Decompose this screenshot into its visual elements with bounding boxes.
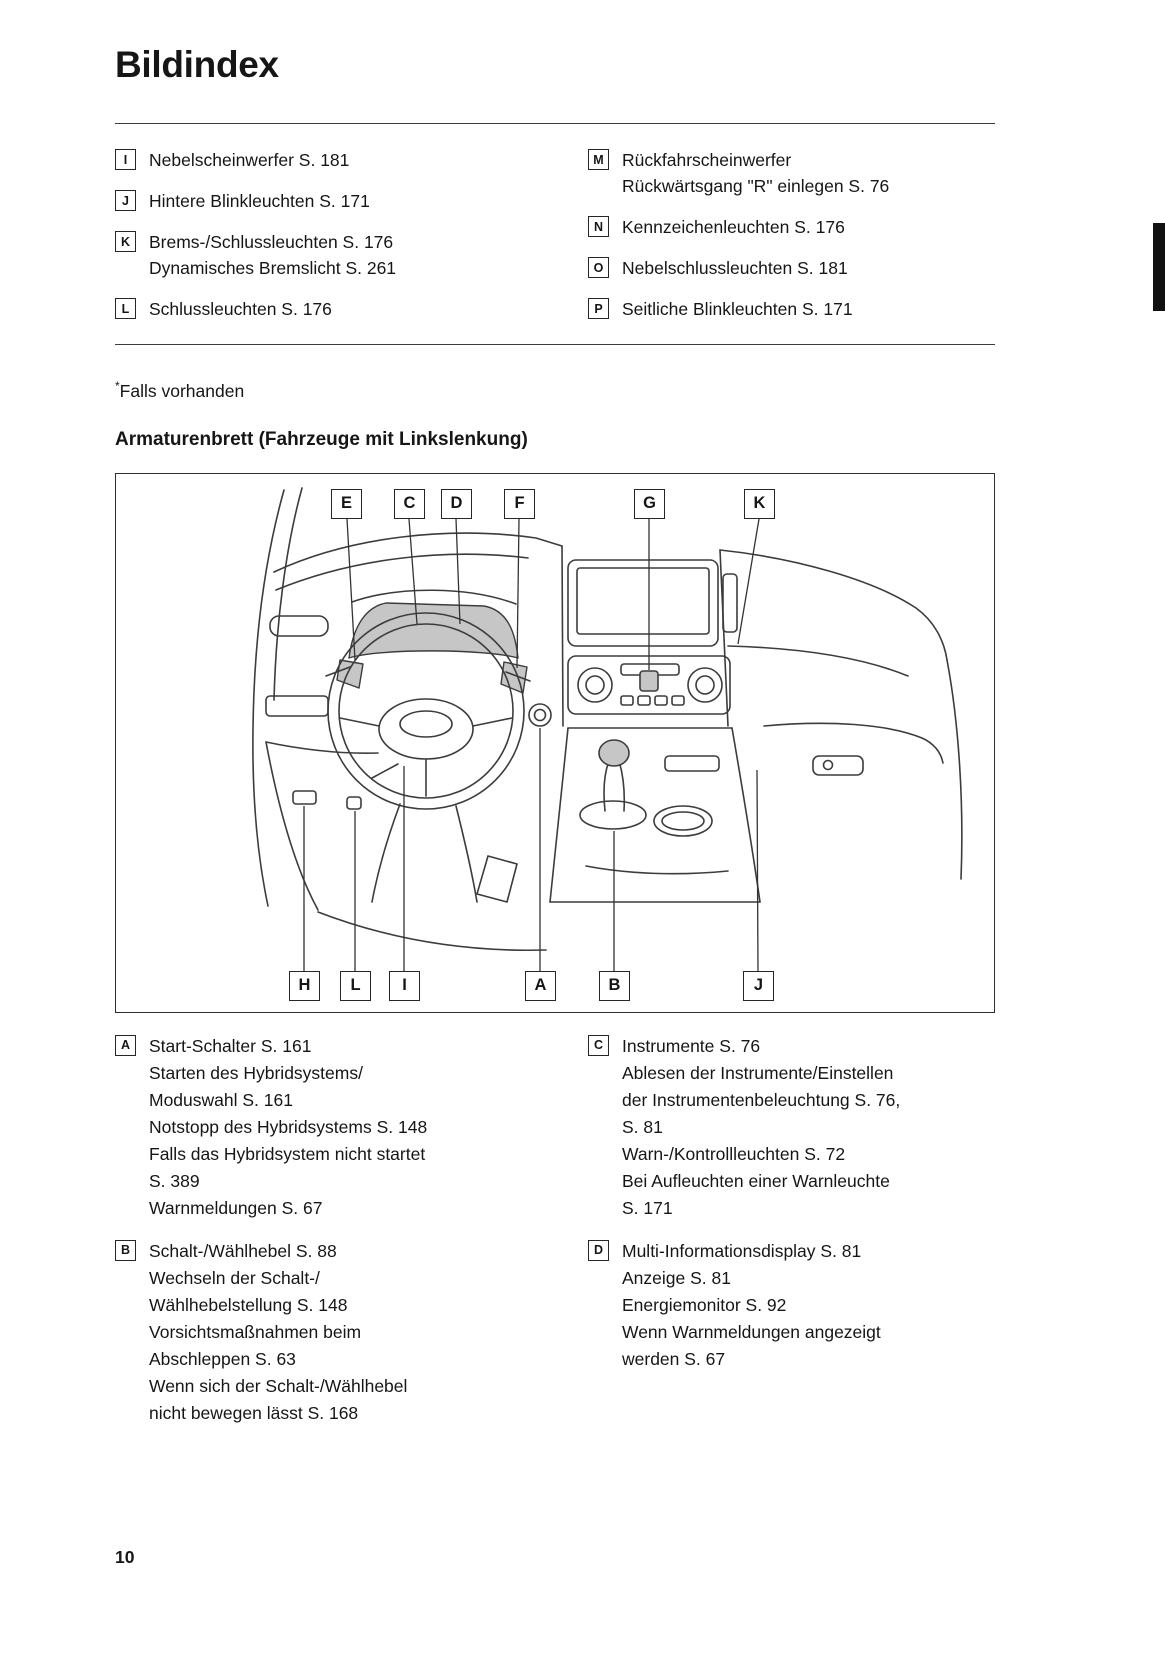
footnote-marker: *	[115, 379, 120, 393]
callout-key-b: B	[115, 1240, 136, 1261]
page-number: 10	[115, 1547, 135, 1567]
index-item-o	[588, 255, 995, 281]
index-line: Wenn sich der Schalt-/Wählhebel	[149, 1375, 408, 1396]
index-line: Schlussleuchten S. 176	[149, 299, 332, 319]
index-line: Ablesen der Instrumente/Einstellen	[622, 1062, 894, 1083]
top-index	[115, 124, 995, 344]
index-line: Dynamisches Bremslicht S. 261	[149, 258, 397, 278]
index-line: Multi-Informationsdisplay S. 81	[622, 1240, 862, 1261]
index-line: S. 171	[622, 1197, 673, 1218]
callout-key-c: C	[588, 1035, 609, 1056]
index-item-m	[588, 147, 995, 199]
callout-lines	[304, 519, 759, 972]
section-heading: Armaturenbrett (Fahrzeuge mit Linkslenkung)	[115, 428, 528, 450]
figure-callout-e: E	[331, 489, 362, 519]
index-line: Instrumente S. 76	[622, 1035, 761, 1056]
callout-key-p: P	[588, 298, 609, 319]
index-line: Warnmeldungen S. 67	[149, 1197, 323, 1218]
index-line: S. 81	[622, 1116, 663, 1137]
page-title: Bildindex	[115, 44, 279, 85]
index-line: Wechseln der Schalt-/	[149, 1267, 320, 1288]
index-line: werden S. 67	[622, 1348, 726, 1369]
index-line: nicht bewegen lässt S. 168	[149, 1402, 359, 1423]
index-item-j	[115, 188, 588, 214]
top-index-left-column	[115, 147, 588, 322]
index-item-n	[588, 214, 995, 240]
index-line: Energiemonitor S. 92	[622, 1294, 787, 1315]
index-line: Anzeige S. 81	[622, 1267, 731, 1288]
index-item-k	[115, 229, 588, 281]
index-line: Moduswahl S. 161	[149, 1089, 293, 1110]
figure-callout-i: I	[389, 971, 420, 1001]
callout-key-i: I	[115, 149, 136, 170]
manual-page-content	[115, 0, 995, 1427]
top-index-right-column	[588, 147, 995, 322]
index-line: Rückwärtsgang "R" einlegen S. 76	[622, 176, 890, 196]
bottom-index-left-column	[115, 1033, 588, 1427]
index-item-i	[115, 147, 588, 173]
callout-key-a: A	[115, 1035, 136, 1056]
index-item-p	[588, 296, 995, 322]
callout-key-j: J	[115, 190, 136, 211]
footnote-text: Falls vorhanden	[119, 380, 245, 401]
index-line: Start-Schalter S. 161	[149, 1035, 312, 1056]
index-line: S. 389	[149, 1170, 200, 1191]
figure-callout-a: A	[525, 971, 556, 1001]
index-line: Wählhebelstellung S. 148	[149, 1294, 348, 1315]
figure-callout-h: H	[289, 971, 320, 1001]
index-line: Seitliche Blinkleuchten S. 171	[622, 299, 853, 319]
dashboard-figure	[115, 473, 995, 1013]
figure-callout-k: K	[744, 489, 775, 519]
index-line: Vorsichtsmaßnahmen beim	[149, 1321, 362, 1342]
figure-callout-f: F	[504, 489, 535, 519]
index-line: Kennzeichenleuchten S. 176	[622, 217, 845, 237]
callout-key-d: D	[588, 1240, 609, 1261]
index-item-b	[115, 1238, 588, 1427]
index-line: Schalt-/Wählhebel S. 88	[149, 1240, 337, 1261]
index-line: Warn-/Kontrollleuchten S. 72	[622, 1143, 846, 1164]
figure-callout-j: J	[743, 971, 774, 1001]
bottom-index-right-column	[588, 1033, 995, 1427]
index-item-c	[588, 1033, 995, 1222]
figure-callout-l: L	[340, 971, 371, 1001]
index-line: Nebelschlussleuchten S. 181	[622, 258, 848, 278]
index-line: Wenn Warnmeldungen angezeigt	[622, 1321, 881, 1342]
index-line: Abschleppen S. 63	[149, 1348, 296, 1369]
index-line: der Instrumentenbeleuchtung S. 76,	[622, 1089, 901, 1110]
index-item-d	[588, 1238, 995, 1373]
callout-key-m: M	[588, 149, 609, 170]
footnote	[115, 379, 995, 402]
callout-key-l: L	[115, 298, 136, 319]
index-line: Brems-/Schlussleuchten S. 176	[149, 232, 394, 252]
figure-callout-g: G	[634, 489, 665, 519]
figure-callout-d: D	[441, 489, 472, 519]
figure-callout-c: C	[394, 489, 425, 519]
bottom-index	[115, 1013, 995, 1427]
index-line: Starten des Hybridsystems/	[149, 1062, 363, 1083]
dashboard-illustration	[116, 474, 994, 1012]
figure-callout-b: B	[599, 971, 630, 1001]
index-line: Nebelscheinwerfer S. 181	[149, 150, 350, 170]
index-line: Bei Aufleuchten einer Warnleuchte	[622, 1170, 890, 1191]
index-line: Notstopp des Hybridsystems S. 148	[149, 1116, 428, 1137]
chapter-edge-tab	[1153, 223, 1165, 311]
index-line: Falls das Hybridsystem nicht startet	[149, 1143, 426, 1164]
index-line: Hintere Blinkleuchten S. 171	[149, 191, 370, 211]
divider-bottom	[115, 344, 995, 345]
index-item-l	[115, 296, 588, 322]
callout-key-k: K	[115, 231, 136, 252]
dashboard-linework	[253, 488, 962, 950]
index-line: Rückfahrscheinwerfer	[622, 150, 792, 170]
callout-key-o: O	[588, 257, 609, 278]
index-item-a	[115, 1033, 588, 1222]
callout-key-n: N	[588, 216, 609, 237]
